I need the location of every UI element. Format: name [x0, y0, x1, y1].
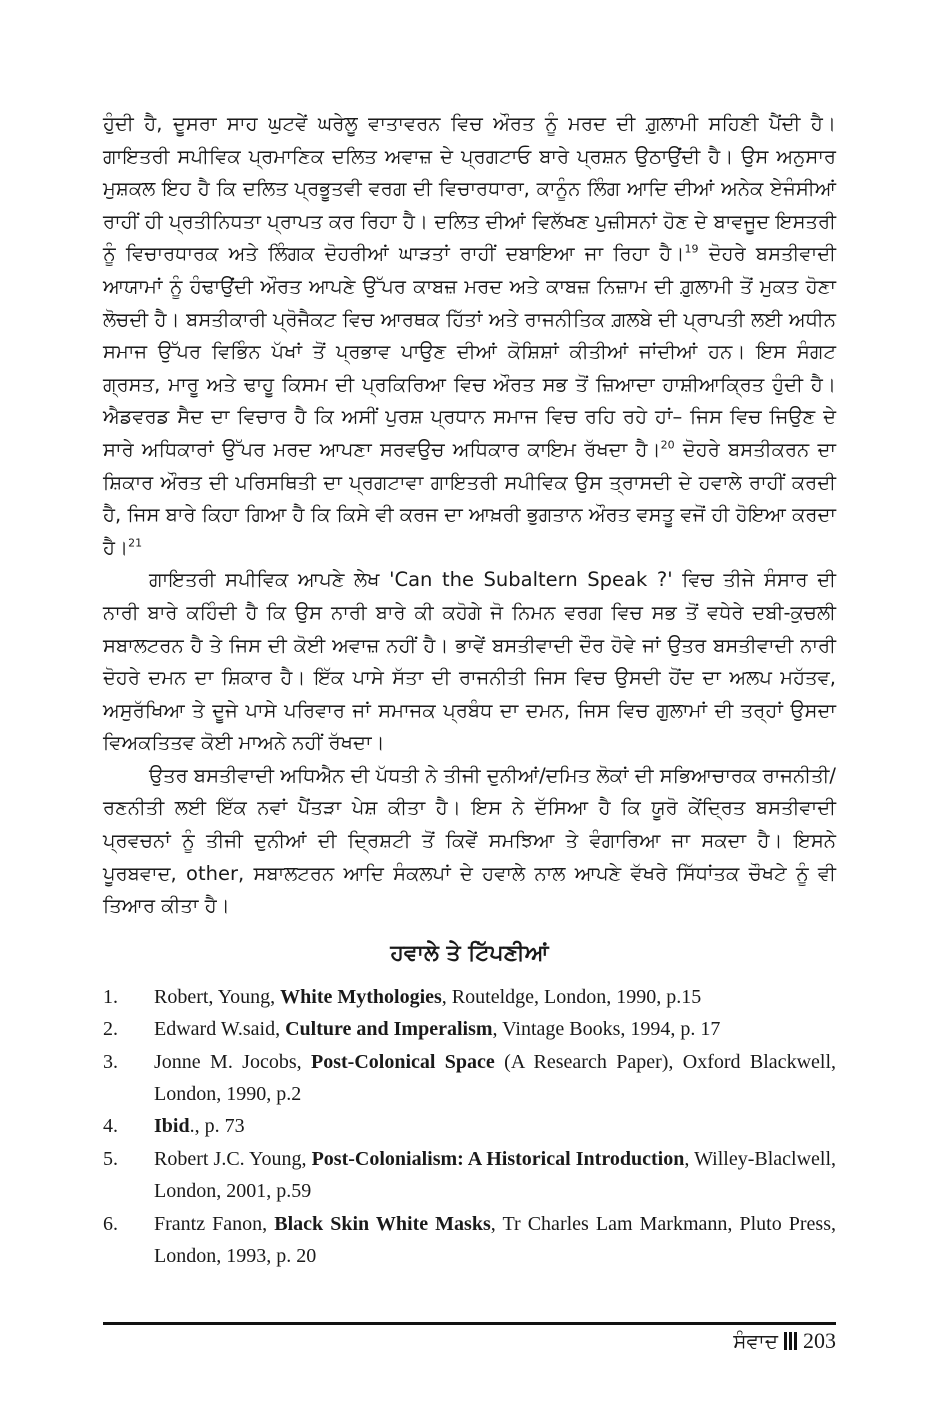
reference-title: Culture and Imperalism: [285, 1018, 493, 1041]
reference-text: Frantz Fanon, Black Skin White Masks, Tr Charles Lam Markmann, Pluto Press, London, 1993, p. 20: [154, 1212, 837, 1268]
reference-number: 6.: [103, 1212, 118, 1235]
journal-name: ਸੰਵਾਦ: [733, 1329, 778, 1353]
footnote-ref-21[interactable]: 21: [128, 536, 143, 550]
footnote-ref-20[interactable]: 20: [660, 438, 675, 452]
reference-text: Robert J.C. Young, Post-Colonialism: A Historical Introduction, Willey-Blaclwell, London, 2001, p.59: [154, 1147, 836, 1203]
reference-title: White Mythologies: [280, 985, 442, 1008]
reference-number: 2.: [103, 1018, 118, 1041]
reference-title: Post-Colonical Space: [311, 1050, 495, 1073]
reference-title: Black Skin White Masks: [274, 1212, 491, 1235]
references-list: [103, 981, 836, 1273]
reference-number: 3.: [103, 1050, 118, 1073]
body-paragraph-1: [103, 108, 836, 564]
page-content: [103, 108, 836, 1273]
bars-separator-icon: [784, 1332, 797, 1350]
reference-text: Ibid., p. 73: [154, 1115, 245, 1138]
body-paragraph-2: ਗਾਇਤਰੀ ਸਪੀਵਿਕ ਆਪਣੇ ਲੇਖ 'Can the Subaltern Speak ?' ਵਿਚ ਤੀਜੇ ਸੰਸਾਰ ਦੀ ਨਾਰੀ ਬਾਰੇ ਕਹਿੰਦੀ ਹੈ ਕਿ ਉਸ ਨਾਰੀ ਬਾਰੇ ਕੀ ਕਹੋਗੇ ਜੋ ਨਿਮਨ ਵਰਗ ਵਿਚ ਸਭ ਤੋਂ ਵਧੇਰੇ ਦਬੀ-ਕੁਚਲੀ ਸਬਾਲਟਰਨ ਹੈ ਤੇ ਜਿਸ ਦੀ ਕੋਈ ਅਵਾਜ਼ ਨਹੀਂ ਹੈ। ਭਾਵੇਂ ਬਸਤੀਵਾਦੀ ਦੌਰ ਹੋਵੇ ਜਾਂ ਉਤਰ ਬਸਤੀਵਾਦੀ ਨਾਰੀ ਦੋਹਰੇ ਦਮਨ ਦਾ ਸ਼ਿਕਾਰ ਹੈ। ਇੱਕ ਪਾਸੇ ਸੱਤਾ ਦੀ ਰਾਜਨੀਤੀ ਜਿਸ ਵਿਚ ਉਸਦੀ ਹੋਂਦ ਦਾ ਅਲਪ ਮਹੱਤਵ, ਅਸੁਰੱਖਿਆ ਤੇ ਦੂਜੇ ਪਾਸੇ ਪਰਿਵਾਰ ਜਾਂ ਸਮਾਜਕ ਪ੍ਰਬੰਧ ਦਾ ਦਮਨ, ਜਿਸ ਵਿਚ ਗੁਲਾਮਾਂ ਦੀ ਤਰ੍ਹਾਂ ਉਸਦਾ ਵਿਅਕਤਿਤਵ ਕੋਈ ਮਾਅਨੇ ਨਹੀਂ ਰੱਖਦਾ।: [103, 568, 836, 755]
footnote-ref-19[interactable]: 19: [684, 242, 699, 256]
paragraph-text: ਹੁੰਦੀ ਹੈ, ਦੂਸਰਾ ਸਾਹ ਘੁਟਵੇਂ ਘਰੇਲੂ ਵਾਤਾਵਰਨ ਵਿਚ ਔਰਤ ਨੂੰ ਮਰਦ ਦੀ ਗ਼ੁਲਾਮੀ ਸਹਿਣੀ ਪੈਂਦੀ ਹੈ। ਗਾਇਤਰੀ ਸਪੀਵਿਕ ਪ੍ਰਮਾਣਿਕ ਦਲਿਤ ਅਵਾਜ਼ ਦੇ ਪ੍ਰਗਟਾਓ ਬਾਰੇ ਪ੍ਰਸ਼ਨ ਉਠਾਉਂਦੀ ਹੈ। ਉਸ ਅਨੁਸਾਰ ਮੁਸ਼ਕਲ ਇਹ ਹੈ ਕਿ ਦਲਿਤ ਪ੍ਰਭੂਤਵੀ ਵਰਗ ਦੀ ਵਿਚਾਰਧਾਰਾ, ਕਾਨੂੰਨ ਲਿੰਗ ਆਦਿ ਦੀਆਂ ਅਨੇਕ ਏਜੰਸੀਆਂ ਰਾਹੀਂ ਹੀ ਪ੍ਰਤੀਨਿਧਤਾ ਪ੍ਰਾਪਤ ਕਰ ਰਿਹਾ ਹੈ। ਦਲਿਤ ਦੀਆਂ ਵਿਲੱਖਣ ਪੁਜ਼ੀਸਨਾਂ ਹੋਣ ਦੇ ਬਾਵਜੂਦ ਇਸਤਰੀ ਨੂੰ ਵਿਚਾਰਧਾਰਕ ਅਤੇ ਲਿੰਗਕ ਦੋਹਰੀਆਂ ਘਾੜਤਾਂ ਰਾਹੀਂ ਦਬਾਇਆ ਜਾ ਰਿਹਾ ਹੈ।: [103, 112, 836, 266]
reference-item: [103, 1046, 836, 1111]
notes-heading: ਹਵਾਲੇ ਤੇ ਟਿੱਪਣੀਆਂ: [390, 940, 549, 966]
reference-number: 5.: [103, 1147, 118, 1170]
reference-item: [103, 1110, 836, 1142]
reference-item: [103, 1013, 836, 1045]
reference-item: [103, 1143, 836, 1208]
paragraph-text: ਦੋਹਰੇ ਬਸਤੀਕਰਨ ਦਾ ਸ਼ਿਕਾਰ ਔਰਤ ਦੀ ਪਰਿਸਥਿਤੀ ਦਾ ਪ੍ਰਗਟਾਵਾ ਗਾਇਤਰੀ ਸਪੀਵਿਕ ਉਸ ਤ੍ਰਾਸਦੀ ਦੇ ਹਵਾਲੇ ਰਾਹੀਂ ਕਰਦੀ ਹੈ, ਜਿਸ ਬਾਰੇ ਕਿਹਾ ਗਿਆ ਹੈ ਕਿ ਕਿਸੇ ਵੀ ਕਰਜ ਦਾ ਆਖ਼ਰੀ ਭੁਗਤਾਨ ਔਰਤ ਵਸਤੂ ਵਜੋਂ ਹੀ ਹੋਇਆ ਕਰਦਾ ਹੈ।: [103, 437, 836, 559]
paragraph-text: ਦੋਹਰੇ ਬਸਤੀਵਾਦੀ ਆਯਾਮਾਂ ਨੂੰ ਹੰਢਾਉਂਦੀ ਔਰਤ ਆਪਣੇ ਉੱਪਰ ਕਾਬਜ਼ ਮਰਦ ਅਤੇ ਕਾਬਜ਼ ਨਿਜ਼ਾਮ ਦੀ ਗ਼ੁਲਾਮੀ ਤੋਂ ਮੁਕਤ ਹੋਣਾ ਲੋਚਦੀ ਹੈ। ਬਸਤੀਕਾਰੀ ਪ੍ਰੋਜੈਕਟ ਵਿਚ ਆਰਥਕ ਹਿੱਤਾਂ ਅਤੇ ਰਾਜਨੀਤਿਕ ਗ਼ਲਬੇ ਦੀ ਪ੍ਰਾਪਤੀ ਲਈ ਅਧੀਨ ਸਮਾਜ ਉੱਪਰ ਵਿਭਿੰਨ ਪੱਖਾਂ ਤੋਂ ਪ੍ਰਭਾਵ ਪਾਉਣ ਦੀਆਂ ਕੋਸ਼ਿਸ਼ਾਂ ਕੀਤੀਆਂ ਜਾਂਦੀਆਂ ਹਨ। ਇਸ ਸੰਗਟ ਗ੍ਰਸਤ, ਮਾਰੂ ਅਤੇ ਢਾਹੂ ਕਿਸਮ ਦੀ ਪ੍ਰਕਿਰਿਆ ਵਿਚ ਔਰਤ ਸਭ ਤੋਂ ਜ਼ਿਆਦਾ ਹਾਸ਼ੀਆਕ੍ਰਿਤ ਹੁੰਦੀ ਹੈ। ਐਡਵਰਡ ਸੈਦ ਦਾ ਵਿਚਾਰ ਹੈ ਕਿ ਅਸੀਂ ਪੁਰਸ਼ ਪ੍ਰਧਾਨ ਸਮਾਜ ਵਿਚ ਰਹਿ ਰਹੇ ਹਾਂ– ਜਿਸ ਵਿਚ ਜਿਉਣ ਦੇ ਸਾਰੇ ਅਧਿਕਾਰਾਂ ਉੱਪਰ ਮਰਦ ਆਪਣਾ ਸਰਵਉਚ ਅਧਿਕਾਰ ਕਾਇਮ ਰੱਖਦਾ ਹੈ।: [103, 242, 836, 461]
reference-text: Jonne M. Jocobs, Post-Colonical Space (A Research Paper), Oxford Blackwell, London, 1990, p.2: [154, 1050, 836, 1106]
body-paragraph-3: ਉਤਰ ਬਸਤੀਵਾਦੀ ਅਧਿਐਨ ਦੀ ਪੱਧਤੀ ਨੇ ਤੀਜੀ ਦੁਨੀਆਂ/ਦਮਿਤ ਲੋਕਾਂ ਦੀ ਸਭਿਆਚਾਰਕ ਰਾਜਨੀਤੀ/ਰਣਨੀਤੀ ਲਈ ਇੱਕ ਨਵਾਂ ਪੈਂਤੜਾ ਪੇਸ਼ ਕੀਤਾ ਹੈ। ਇਸ ਨੇ ਦੱਸਿਆ ਹੈ ਕਿ ਯੂਰੋ ਕੇਂਦ੍ਰਿਤ ਬਸਤੀਵਾਦੀ ਪ੍ਰਵਚਨਾਂ ਨੂੰ ਤੀਜੀ ਦੁਨੀਆਂ ਦੀ ਦ੍ਰਿਸ਼ਟੀ ਤੋਂ ਕਿਵੇਂ ਸਮਝਿਆ ਤੇ ਵੰਗਾਰਿਆ ਜਾ ਸਕਦਾ ਹੈ। ਇਸਨੇ ਪੂਰਬਵਾਦ, other, ਸਬਾਲਟਰਨ ਆਦਿ ਸੰਕਲਪਾਂ ਦੇ ਹਵਾਲੇ ਨਾਲ ਆਪਣੇ ਵੱਖਰੇ ਸਿੱਧਾਂਤਕ ਚੌਖਟੇ ਨੂੰ ਵੀ ਤਿਆਰ ਕੀਤਾ ਹੈ।: [103, 763, 836, 918]
page-footer: [733, 1326, 836, 1356]
reference-title: Post-Colonialism: A Historical Introduction: [311, 1147, 685, 1170]
reference-text: Edward W.said, Culture and Imperalism, Vintage Books, 1994, p. 17: [154, 1018, 721, 1041]
reference-title: Ibid: [154, 1115, 190, 1138]
reference-number: 4.: [103, 1115, 118, 1138]
reference-text: Robert, Young, White Mythologies, Routeldge, London, 1990, p.15: [154, 985, 702, 1008]
reference-item: [103, 981, 836, 1013]
page-number: 203: [803, 1328, 836, 1353]
reference-item: [103, 1208, 836, 1273]
reference-number: 1.: [103, 985, 118, 1008]
footer-rule: [103, 1322, 836, 1325]
